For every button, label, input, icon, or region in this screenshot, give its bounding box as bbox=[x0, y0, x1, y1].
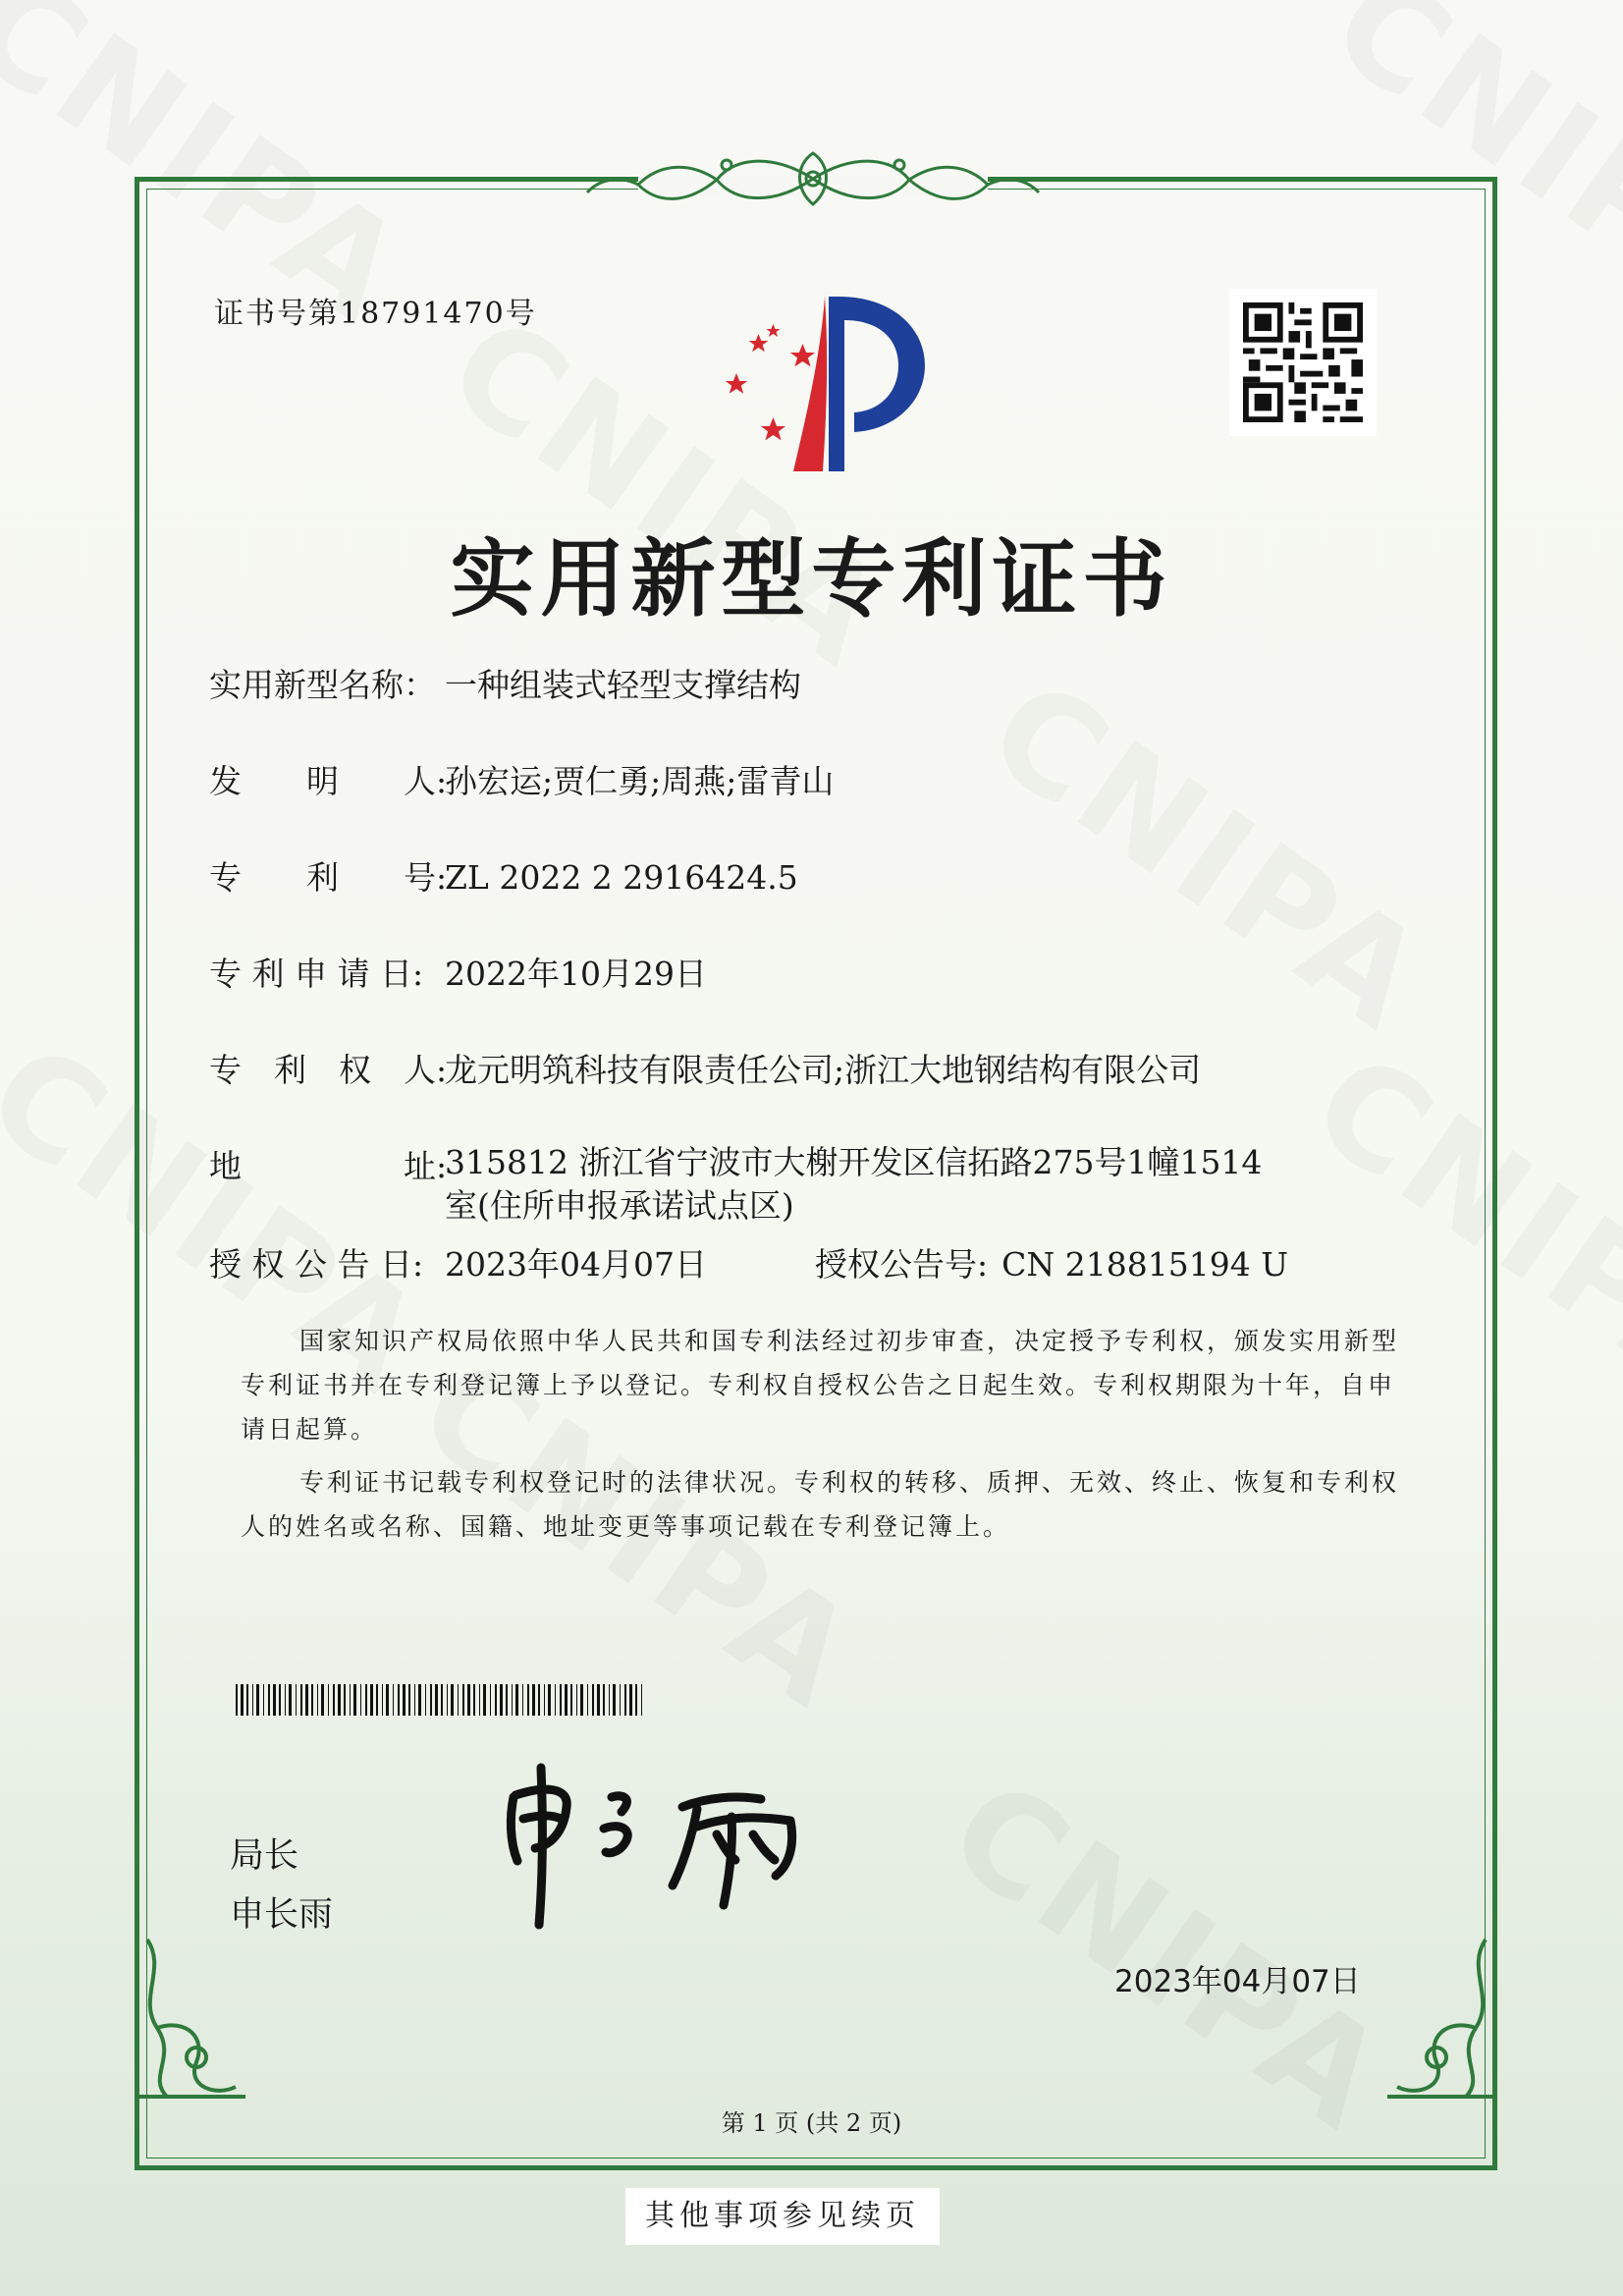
barcode-bar bbox=[256, 1684, 259, 1716]
barcode-bar bbox=[560, 1684, 562, 1716]
field-label: 专 利 申 请 日: bbox=[209, 955, 424, 993]
barcode-bar bbox=[576, 1684, 577, 1716]
barcode-bar bbox=[532, 1684, 535, 1716]
barcode-bar bbox=[376, 1684, 378, 1716]
barcode-bar bbox=[613, 1684, 616, 1716]
field-label: 专 利 号: bbox=[209, 858, 448, 897]
field-application-date bbox=[209, 949, 707, 995]
qr-code-icon bbox=[1243, 302, 1363, 422]
field-value: 2023年04月07日 bbox=[445, 1245, 707, 1284]
barcode-bar bbox=[515, 1684, 518, 1716]
barcode-bar bbox=[483, 1684, 486, 1716]
barcode-bar bbox=[398, 1684, 400, 1716]
qr-code bbox=[1229, 289, 1377, 436]
field-label: 地 址: bbox=[209, 1147, 448, 1185]
barcode-bar bbox=[263, 1684, 264, 1716]
barcode-bar bbox=[360, 1684, 361, 1716]
barcode-bar bbox=[393, 1684, 394, 1716]
barcode-bar bbox=[603, 1684, 605, 1716]
field-value: ZL 2022 2 2916424.5 bbox=[445, 858, 798, 897]
barcode-bar bbox=[624, 1684, 626, 1716]
barcode-bar bbox=[328, 1684, 329, 1716]
barcode-bar bbox=[418, 1684, 421, 1716]
barcode-bar bbox=[538, 1684, 540, 1716]
field-patent-number bbox=[209, 852, 798, 899]
field-value: 龙元明筑科技有限责任公司;浙江大地钢结构有限公司 bbox=[445, 1051, 1202, 1089]
barcode-bar bbox=[408, 1684, 410, 1716]
barcode-bar bbox=[321, 1684, 324, 1716]
barcode-bar bbox=[527, 1684, 529, 1716]
issue-date: 2023年04月07日 bbox=[1114, 1964, 1361, 1999]
barcode-bar bbox=[285, 1684, 286, 1716]
see-continuation-note: 其他事项参见续页 bbox=[625, 2188, 940, 2245]
barcode-bar bbox=[414, 1684, 415, 1716]
field-label: 发 明 人: bbox=[209, 762, 448, 800]
barcode-bar bbox=[273, 1684, 276, 1716]
barcode-bar bbox=[403, 1684, 406, 1716]
bottom-left-ornament bbox=[128, 1930, 255, 2106]
field-grant-date bbox=[209, 1239, 707, 1285]
barcode-bar bbox=[555, 1684, 556, 1716]
legal-paragraph-2 bbox=[241, 1460, 1419, 1549]
field-label: 专 利 权 人: bbox=[209, 1051, 448, 1089]
barcode-bar bbox=[512, 1684, 513, 1716]
field-label: 实用新型名称： bbox=[209, 666, 436, 704]
paragraph-text: 专利证书记载专利权登记时的法律状况。专利权的转移、质押、无效、终止、恢复和专利权人的姓名或名称、国籍、地址变更等事项记载在专利登记簿上。 bbox=[241, 1468, 1400, 1541]
barcode bbox=[236, 1684, 646, 1716]
barcode-bar bbox=[425, 1684, 426, 1716]
barcode-bar bbox=[386, 1684, 389, 1716]
barcode-bar bbox=[382, 1684, 383, 1716]
barcode-bar bbox=[609, 1684, 610, 1716]
field-patentee bbox=[209, 1045, 1201, 1091]
barcode-bar bbox=[370, 1684, 373, 1716]
barcode-bar bbox=[473, 1684, 475, 1716]
barcode-bar bbox=[479, 1684, 480, 1716]
barcode-bar bbox=[447, 1684, 448, 1716]
barcode-bar bbox=[629, 1684, 632, 1716]
barcode-bar bbox=[338, 1684, 341, 1716]
cnipa-logo bbox=[697, 285, 938, 481]
barcode-bar bbox=[441, 1684, 443, 1716]
barcode-bar bbox=[236, 1684, 238, 1716]
barcode-bar bbox=[365, 1684, 367, 1716]
barcode-bar bbox=[620, 1684, 621, 1716]
barcode-bar bbox=[548, 1684, 551, 1716]
bottom-right-ornament bbox=[1378, 1930, 1505, 2106]
barcode-bar bbox=[435, 1684, 438, 1716]
barcode-bar bbox=[587, 1684, 588, 1716]
barcode-bar bbox=[495, 1684, 497, 1716]
barcode-bar bbox=[467, 1684, 470, 1716]
barcode-bar bbox=[570, 1684, 572, 1716]
barcode-bar bbox=[597, 1684, 600, 1716]
barcode-bar bbox=[580, 1684, 583, 1716]
barcode-bar bbox=[565, 1684, 568, 1716]
barcode-bar bbox=[490, 1684, 491, 1716]
page-info: 第 1 页 (共 2 页) bbox=[721, 2109, 902, 2137]
barcode-bar bbox=[344, 1684, 346, 1716]
barcode-bar bbox=[311, 1684, 313, 1716]
field-value: 315812 浙江省宁波市大榭开发区信拓路275号1幢1514室(住所申报承诺试点区) bbox=[445, 1143, 1263, 1225]
barcode-bar bbox=[430, 1684, 432, 1716]
field-utility-model-name bbox=[209, 660, 801, 706]
barcode-bar bbox=[268, 1684, 270, 1716]
field-label: 授 权 公 告 日: bbox=[209, 1245, 424, 1284]
barcode-bar bbox=[641, 1684, 642, 1716]
barcode-bar bbox=[353, 1684, 356, 1716]
barcode-bar bbox=[592, 1684, 594, 1716]
field-label: 授权公告号: bbox=[815, 1245, 989, 1284]
barcode-bar bbox=[350, 1684, 351, 1716]
certificate-number: 证书号第18791470号 bbox=[214, 297, 537, 331]
certificate-title: 实用新型专利证书 bbox=[450, 530, 1173, 629]
barcode-bar bbox=[544, 1684, 545, 1716]
barcode-bar bbox=[506, 1684, 508, 1716]
barcode-bar bbox=[289, 1684, 292, 1716]
barcode-bar bbox=[635, 1684, 637, 1716]
barcode-bar bbox=[317, 1684, 318, 1716]
field-value: CN 218815194 U bbox=[1001, 1245, 1289, 1284]
barcode-bar bbox=[279, 1684, 281, 1716]
legal-paragraph-1 bbox=[241, 1319, 1419, 1451]
barcode-bar bbox=[333, 1684, 335, 1716]
field-address bbox=[209, 1141, 1289, 1228]
field-value: 2022年10月29日 bbox=[445, 955, 707, 993]
barcode-bar bbox=[246, 1684, 248, 1716]
field-grant-number bbox=[815, 1239, 1288, 1285]
barcode-bar bbox=[500, 1684, 503, 1716]
signature bbox=[496, 1758, 839, 1935]
field-inventors bbox=[209, 756, 834, 802]
barcode-bar bbox=[458, 1684, 459, 1716]
barcode-bar bbox=[462, 1684, 464, 1716]
field-value: 孙宏运;贾仁勇;周燕;雷青山 bbox=[445, 762, 835, 800]
barcode-bar bbox=[241, 1684, 243, 1716]
barcode-bar bbox=[296, 1684, 297, 1716]
barcode-bar bbox=[300, 1684, 302, 1716]
official-name: 申长雨 bbox=[230, 1895, 334, 1935]
field-value: 一种组装式轻型支撑结构 bbox=[445, 666, 801, 704]
barcode-bar bbox=[305, 1684, 308, 1716]
barcode-bar bbox=[252, 1684, 253, 1716]
top-ornament bbox=[579, 136, 1047, 224]
barcode-bar bbox=[522, 1684, 523, 1716]
barcode-bar bbox=[451, 1684, 454, 1716]
official-title: 局长 bbox=[230, 1836, 299, 1876]
paragraph-text: 国家知识产权局依照中华人民共和国专利法经过初步审查，决定授予专利权，颁发实用新型专利证书并在专利登记簿上予以登记。专利权自授权公告之日起生效。专利权期限为十年，自申请日起算。 bbox=[241, 1327, 1400, 1444]
